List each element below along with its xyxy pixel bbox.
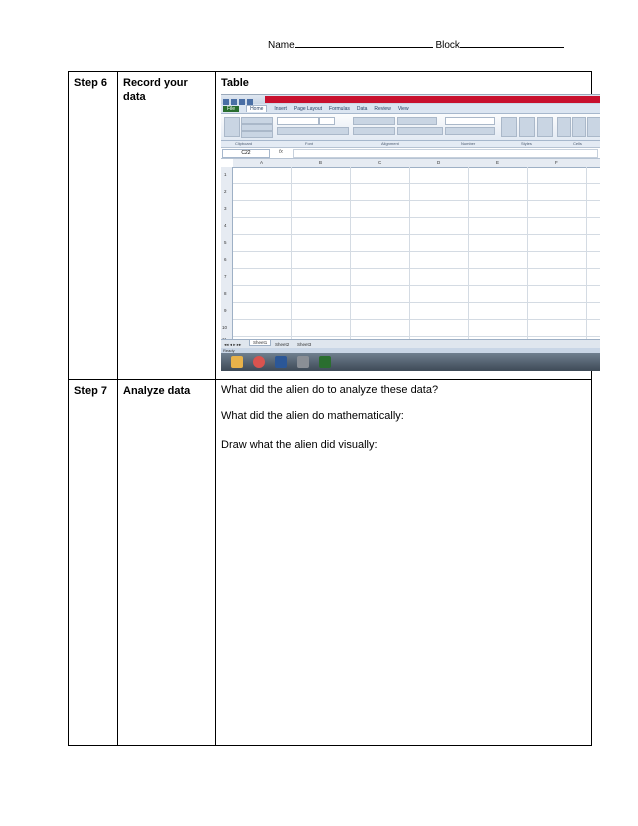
name-blank[interactable] [295, 38, 433, 48]
number-icons [445, 127, 495, 135]
excel-screenshot [221, 94, 600, 371]
step-number: Step 6 [69, 72, 118, 380]
step-content [216, 380, 592, 746]
math-question: What did the alien do mathematically: [221, 410, 404, 422]
wrap-text-icon [397, 117, 437, 125]
excel-tab-page-layout: Page Layout [293, 105, 323, 112]
row-header: 4 [224, 223, 227, 228]
row-header: 6 [224, 257, 227, 262]
excel-tab-data: Data [356, 105, 368, 112]
excel-tab-file: File [223, 106, 239, 112]
excel-tab-home: Home [246, 105, 267, 112]
quick-access-toolbar [223, 96, 259, 103]
format-cells-icon [587, 117, 600, 137]
group-label-number: Number [461, 141, 476, 146]
delete-cells-icon [572, 117, 586, 137]
conditional-formatting-icon [501, 117, 517, 137]
name-block-header [268, 38, 564, 51]
font-format-icons [277, 127, 349, 135]
excel-tab-review: Review [374, 105, 391, 112]
cut-icon [241, 117, 273, 124]
excel-ribbon-tabs [221, 104, 600, 114]
spreadsheet-grid [221, 159, 600, 339]
formula-bar [221, 148, 600, 159]
format-as-table-icon [519, 117, 535, 137]
excel-title-bar [221, 95, 600, 104]
copy-icon [241, 124, 273, 131]
excel-window-title-highlight [265, 96, 600, 103]
column-header: E [496, 160, 500, 165]
fx-icon: fx [279, 149, 283, 155]
ribbon-group-labels [221, 141, 600, 148]
block-label: Block [435, 40, 460, 51]
analysis-question: What did the alien do to analyze these data? [221, 384, 439, 396]
row-header: 2 [224, 189, 227, 194]
table-heading: Table [221, 77, 249, 89]
font-size-box [319, 117, 335, 125]
group-label-clipboard: Clipboard [235, 141, 253, 146]
step-number: Step 7 [69, 380, 118, 746]
app-icon [297, 356, 309, 368]
column-header: A [260, 160, 264, 165]
name-box: C22 [222, 149, 270, 158]
row-header: 7 [224, 274, 227, 279]
visual-question: Draw what the alien did visually: [221, 439, 378, 451]
excel-icon [319, 356, 331, 368]
number-format-box [445, 117, 495, 125]
paste-icon [224, 117, 240, 137]
column-header: B [319, 160, 323, 165]
sheet-nav-arrows: ◂◂ ◂ ▸ ▸▸ [224, 342, 242, 347]
status-bar: Ready [221, 348, 600, 353]
row-header: 9 [224, 308, 227, 313]
excel-tab-view: View [397, 105, 409, 112]
folder-icon [231, 356, 243, 368]
block-blank[interactable] [460, 38, 564, 48]
step-row [69, 72, 592, 380]
font-name-box [277, 117, 319, 125]
excel-tab-insert: Insert [274, 105, 287, 112]
merge-center-icon [397, 127, 443, 135]
sheet-tab: Sheet3 [297, 342, 312, 347]
column-header: C [378, 160, 382, 165]
row-headers [221, 167, 233, 339]
sheet-tab: Sheet1 [249, 340, 271, 346]
cell-styles-icon [537, 117, 553, 137]
formula-input [293, 149, 598, 158]
word-icon [275, 356, 287, 368]
steps-table [68, 71, 592, 746]
column-header: F [555, 160, 558, 165]
group-label-alignment: Alignment [381, 141, 399, 146]
group-label-cells: Cells [573, 141, 582, 146]
row-header: 5 [224, 240, 227, 245]
group-label-styles: Styles [521, 141, 532, 146]
chrome-icon [253, 356, 265, 368]
column-header: D [437, 160, 441, 165]
sheet-tab: Sheet2 [275, 342, 290, 347]
excel-tab-formulas: Formulas [329, 105, 350, 112]
cell-area [233, 167, 600, 339]
name-label: Name [268, 40, 295, 51]
step-label: Record your data [118, 72, 216, 380]
step-label: Analyze data [118, 380, 216, 746]
excel-ribbon [221, 114, 600, 141]
row-header: 1 [224, 172, 227, 177]
row-header: 3 [224, 206, 227, 211]
step-content [216, 72, 592, 380]
row-header: 8 [224, 291, 227, 296]
group-label-font: Font [305, 141, 314, 146]
windows-taskbar [221, 353, 600, 371]
step-row [69, 380, 592, 746]
indent-icons [353, 127, 395, 135]
alignment-icons [353, 117, 395, 125]
format-painter-icon [241, 131, 273, 138]
insert-cells-icon [557, 117, 571, 137]
row-header: 10 [222, 325, 228, 330]
